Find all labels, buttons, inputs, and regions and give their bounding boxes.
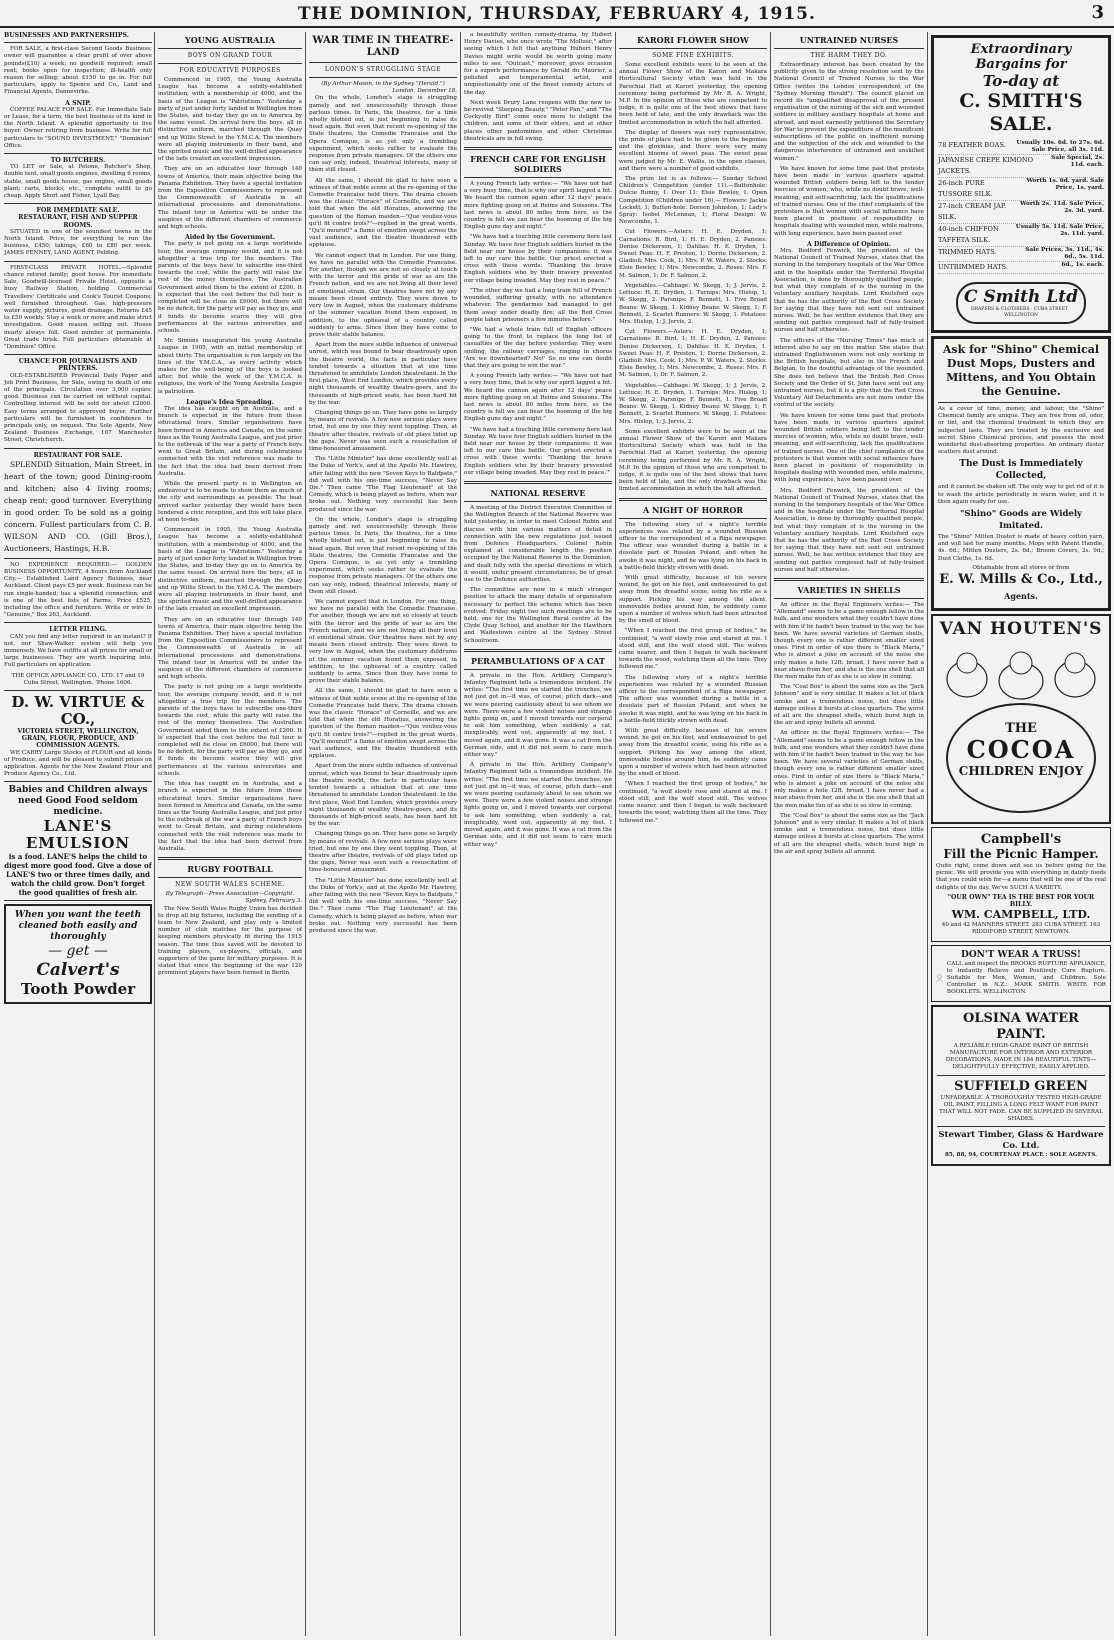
ad-letter-filing: CAN you find any letter required in an instant? If not, our Shaw-Walker system will help you immensely. We have outfits at all prices for small or large businesses. They are worth inquiring into. Full particulars on application. <box>4 633 152 669</box>
article-paragraph: Mrs. Bedford Fenwick, the president of the National Council of Trained Nurses, states that the nursing in the temporary hospitals of the War Office and in the hospitals under the Territorial Hospital Association, is done by thoroughly qualified people, but what they complain of is the nursing in the voluntary auxiliary hospitals. Lord Knutsford says that he has the authority of the Red Cross Society for saying that they have not sent out untrained nurses. Well, he has written evidence that they are sending out parties composed half of fully-trained nurses and half otherwise. <box>774 248 924 334</box>
column-classifieds <box>4 32 152 1636</box>
smith-sale-item <box>938 224 1104 247</box>
calvert-heading: When you want the teeth cleaned both easily and thoroughly <box>14 910 142 943</box>
shino-collected: The Dust is Immediately Collected, <box>959 459 1083 482</box>
article-paragraph: An officer in the Royal Engineers writes:— The "Allemand" seems to be a game enough fellow in the bulk, and one wonders what they couldn't have done with him if he hadn't been trained in the way he has been. We have several varieties of German shells, though every one is rather different smaller sized ones. First in order of size there is "Black Maria," who is almost a joke on account of the noise she only makes a hole 12ft. broad. I have never had a near shave from her, and she is the one shell that all the men make fun of as she is so slow in coming. <box>774 602 924 681</box>
calvert-product: Tooth Powder <box>20 980 136 999</box>
calvert-get: — get — <box>48 943 108 960</box>
article-paragraph: A meeting of the District Executive Committee of the Wellington Branch of the National Reserve was held yesterday, in order to meet Colonel Robin and discuss with him various matters of detail in connection with the new regulations just issued from Defence Headquarters. Colonel Robin explained at considerable length the position occupied by the National Reserve in the Dominion, and dealt fully with the special directions in which it would, under present circumstances, be of great use to the Defence authorities. <box>464 504 612 583</box>
article-paragraph: A young French lady writes:— "We have not had a very busy time, that is why our spirit lagged a bit. We heard the cannon again after 12 days' peace more fighting going on at Reims and Soissons. The last news is about 80 miles from here, so the country is full we can hear the booming of the big English guns day and night." <box>464 181 612 231</box>
shino-text: The "Shino" Mitten Duster is made of heavy cotton yarn, and will last for many months. Mops with Patent Handle, 4s. 6d.; Mitten Dusters, 2s. 6d.; Broom Covers, 2s. 9d.; Dust Cloths, 1s. 6d. <box>938 534 1104 562</box>
ad-snip-heading: A SNIP. <box>65 99 91 107</box>
column-display-ads <box>931 32 1111 1636</box>
article-paragraph: A young French lady writes:— "We have not had a very busy time, that is why our spirit lagged a bit. We heard the cannon again after 12 days' peace more fighting going on at Reims and Soissons. The last news is about 80 miles from here, so the country is full we can hear the booming of the big English guns day and night." <box>464 373 612 423</box>
mills-name: E. W. Mills & Co., Ltd., <box>939 572 1103 588</box>
smith-sale-item <box>938 201 1104 224</box>
virtue-subtitle: VICTORIA STREET, WELLINGTON, GRAIN, FLOUR, PRODUCE, AND COMMISSION AGENTS. <box>17 728 139 750</box>
children-illustration-icon <box>937 641 1105 701</box>
campbell-heading: Campbell's <box>980 832 1062 848</box>
lanes-heading: Babies and Children always need Good Food seldom medicine. <box>8 785 148 818</box>
smith-item-name: UNTRIMMED HATS. <box>938 263 1008 271</box>
stewart-address: 85, 88, 94, COURTENAY PLACE : SOLE AGENTS. <box>945 1152 1097 1159</box>
campbell-tea: "OUR OWN" TEA IS THE BEST FOR YOUR BILLY. <box>947 893 1095 909</box>
smith-sale-ad <box>931 35 1111 333</box>
suffield-heading: SUFFIELD GREEN <box>954 1078 1088 1094</box>
column-theatre-land <box>309 32 457 1636</box>
prize-list: The prize list is as follows:— Sunday School Children's Competition (under 11).—Buttonhole: Dulcie Bunny, 1. Over 11: Elsie Bewley, 1. Open Competition (Children under 16).— Flowers: Jackie Lockett, 1; Button-hole: Doreen Johnston, 1; Lady's Spray: Isobel McLennan, 1; Floral Design: W. Newcombe, 1. <box>619 176 767 226</box>
article-dateline: London, December 18. <box>392 88 457 95</box>
article-headline: WAR TIME IN THEATRE-LAND <box>312 35 454 58</box>
smith-item-price: Worth 2s. 11d. Sale Price, 2s. 3d. yard. <box>1019 201 1104 214</box>
article-paragraph: "We have had a touching little ceremony here last Sunday. We have four English soldiers buried in the field near our house by their companions; it was left to our care this battle. Our priest erected a cross with these words: 'Thanking the brave English soldiers who by their bravery prevented our village being invaded. May they rest in peace.'" <box>464 426 612 476</box>
vanhouten-the: THE <box>1005 721 1037 737</box>
lanes-name: LANE'S EMULSION <box>25 817 131 853</box>
article-headline: RUGBY FOOTBALL <box>187 864 273 875</box>
virtue-name: D. W. VIRTUE & CO., <box>11 693 145 729</box>
article-paragraph: Mrs. Bedford Fenwick, the president of the National Council of Trained Nurses, states that the nursing in the temporary hospitals of the War Office and in the hospitals under the Territorial Hospital Association, is done by thoroughly qualified people, but what they complain of is the nursing in the voluntary auxiliary hospitals. Lord Knutsford says that he has the authority of the Red Cross Society for saying that they have not sent out untrained nurses. Well, he has written evidence that they are sending out parties composed half of fully-trained nurses and half otherwise. <box>774 487 924 573</box>
ad-butchers: TO LET or Sale, at Petone, Butcher's Shop, double tent, small goods engines, dwelling 6 rooms, stable, small goods house, gas engine, small goods plant; carts, blocks, etc., complete outfit to go cheap. Apply Short and Fisher, Lyall Bay. <box>4 164 152 200</box>
article-headline: FRENCH CARE FOR ENGLISH SOLDIERS <box>470 154 606 175</box>
prize-list: Cut Flowers.—Asters: H. E. Dryden, 1; Carnations: R. Bird, 1; H. E. Dryden, 2. Pansies: Denise Dickerson, 1; Dahlias: H. E. Dryden, 1. Sweet Peas: H. F. Preston, 1; Dorrie Dickerson, 2. Gladioli: Mrs. Cook, 1; Mrs. P. W. Waters, 2. Stocks: Elsie Bewley, 1; Mrs. Newcombe, 2. Roses: Mrs. F. M. Salmon, 1; Dr. F. Salmon, 2. <box>619 229 767 279</box>
smith-item-name: TRIMMED HATS. <box>938 248 997 256</box>
smith-logo-name: C Smith Ltd <box>964 287 1078 307</box>
shino-ad <box>931 336 1111 611</box>
article-headline: PERAMBULATIONS OF A CAT <box>470 655 605 666</box>
smith-item-price: Worth 1s. 6d. yard. Sale Price, 1s. yard. <box>1026 178 1104 191</box>
campbell-address: 40 and 42 MANNERS STREET. 283 CUBA STREET. 163 RIDDIFORD STREET, NEWTOWN. <box>941 922 1101 936</box>
article-headline: A NIGHT OF HORROR <box>642 504 744 515</box>
column-french-care <box>464 32 612 1636</box>
vanhouten-cocoa: COCOA <box>966 735 1076 765</box>
article-subheading: SOME FINE EXHIBITS. <box>652 52 734 59</box>
article-paragraph: Extraordinary interest has been created by the publicity given to the strong resolution sent by the National Council of Trained Nurses to the War Office (writes the London correspondent of the "Sydney Morning Herald"). The council placed on record its "unqualified disapproval of the present organisation of the nursing of the sick and wounded soldiers in military auxiliary hospitals at home and abroad, and most earnestly petitioned the Secretary for War to prevent the expenditure of the munificent subscriptions of the public on inefficient nursing and the subjection of the sick and wounded to the dangerous interference of untrained and unskilled women." <box>774 62 924 162</box>
article-subheading: FOR EDUCATIVE PURPOSES <box>179 67 281 74</box>
mills-label: Agents. <box>1004 591 1038 602</box>
article-paragraph: The idea has caught on in Australia, and a branch is expected in the future from these educational tours. Similar organisations have been formed in America and Canada, on the same lines as the Young Australia League, and just prior to the outbreak of the war a party of French boys went to Great Britain, and during celebrations connected with the visit reference was made to the fact that the idea had been derived from Australia. <box>158 781 302 852</box>
ad-journalists: OLD-ESTABLISHED Provincial Daily Paper and Job Print Business, for Sale, owing to death of one of the principals. Circulation over 3,000 copies; good. Business can be carried on without capital. Controlling interest will be sold for about £2000. Easy terms arranged to approved buyer. Further particulars will be furnished in confidence to principals only, on request. The Sole Agents, New Zealand Business Exchange, 107 Manchester Street, Christchurch. <box>4 372 152 444</box>
shino-imitated: "Shino" Goods are Widely Imitated. <box>960 509 1082 532</box>
campbell-text: Quite right, come down and see us before going for the picnic. We will provide you with everything in dainty foods that you could wish for—a menu that will be one of the real delights of the day. We've SUCH A VARIETY. <box>936 863 1106 891</box>
article-subheading: NEW SOUTH WALES SCHEME. <box>175 881 285 889</box>
truss-ad <box>931 945 1111 1002</box>
article-paragraph: An officer in the Royal Engineers writes:— The "Allemand" seems to be a game enough fellow in the bulk, and one wonders what they couldn't have done with him if he hadn't been trained in the way he has been. We have several varieties of German shells, though every one is rather different smaller sized ones. First in order of size there is "Black Maria," who is almost a joke on account of the noise she only makes a hole 12ft. broad. I have never had a near shave from her, and she is the one shell that all the men make fun of as she is so slow in coming. <box>774 730 924 809</box>
article-paragraph: Some excellent exhibits were to be seen at the annual Flower Show of the Karori and Makara Horticultural Society which was held in the Parochial Hall at Karori yesterday, the opening ceremony being performed by Mr. R. A. Wright, M.P. In the opinion of those who are competent to judge, it is quite one of the best shows that have been held of late, and the only drawback was the limited accommodation in which the hall afforded. <box>619 428 767 493</box>
article-paragraph: Apart from the more subtle influence of universal unrest, which was bound to bear disastrously upon the theatre world, the facts in particular have tended towards a situation that at one time threatened to annihilate London theatreland. In the first place, West End London, which provides every night thousands of wealthy theatre-goers, and its thousands of high-priced seats, has been hard hit by the war. <box>309 763 457 828</box>
article-paragraph: With great difficulty, because of his severe wound, he got on his feet, and endeavoured to get away from the dreadful scene, using his rifle as a support. Picking his way among the silent, immovable bodies around him, he suddenly came upon a number of wolves which had been attracted by the smell of blood. <box>619 575 767 625</box>
article-paragraph: Apart from the more subtle influence of universal unrest, which was bound to bear disastrously upon the theatre world, the facts in particular have tended towards a situation that at one time threatened to annihilate London theatreland. In the first place, West End London, which provides every night thousands of wealthy theatre-goers, and its thousands of high-priced seats, has been hard hit by the war. <box>309 342 457 406</box>
smith-heading: To-day at <box>982 72 1060 90</box>
truss-heading: DON'T WEAR A TRUSS! <box>961 949 1081 960</box>
portrait-icon <box>936 961 943 995</box>
article-headline: UNTRAINED NURSES <box>799 35 899 45</box>
smith-item-name: 40-inch CHIFFON TAFFETA SILK. <box>938 225 999 244</box>
smith-heading: Extraordinary Bargains for <box>970 42 1072 72</box>
article-paragraph: A private in the Hon. Artillery Company's Infantry Regiment tells a tremendous incident. He writes: "The first time we started the trenches, we not just got in—it was, of course, pitch dark—and we were peering cautiously about to see whom we were. There were a few violent noises and strange lights going on, and I moved towards our corporal to ask him something, when suddenly a cat, inexplicably, went out, apparently at my feet. I moved again, and it was gone. It was a cat from the German side, and it did not seem to care much either way." <box>464 672 612 759</box>
article-paragraph: a beautifully written comedy-drama, by Hubert Henry Davies, who once wrote "The Mollusc," after seeing which I felt that anything Hubert Henry Davies might write would be worth going many miles to see. "Outcast," moreover, gives occasion for a superb performance by Gerald du Maurier, a polished and temperamental artist, and unquestionably one of the finest comedy actors of the day. <box>464 32 612 96</box>
smith-item-price: Usually 10s. 6d. to 27s. 6d. Sale Price, all 3s. 11d. <box>1016 140 1104 153</box>
olsina-text: A RELIABLE HIGH-GRADE PAINT OF BRITISH MANUFACTURE FOR INTERIOR AND EXTERIOR DECORATIONS. MADE IN 184 BEAUTIFUL TINTS— DELIGHTFULLY EFFECTIVE, EASILY APPLIED. <box>945 1042 1097 1071</box>
article-section-heading: Aided by the Government. <box>184 234 276 242</box>
smith-logo <box>956 282 1086 324</box>
article-paragraph: We cannot expect that in London. For one thing, we have no parallel with the Comedie Francaise. For another, though we are not so closely at touch with the terror and the pride of war as are the French nation, and we are not living all their level of emotional strain. Our theatres have not by any means been closed entirely. They were down to very low in August, when the customary doldrums of the summer vacation found them exposed, in addition, to the upheaval of a country called suddenly to arms. Since then they have come to prove their stable balance. <box>309 599 457 685</box>
vanhouten-slogan: CHILDREN ENJOY <box>958 764 1084 779</box>
article-paragraph: The idea has caught on in Australia, and a branch is expected in the future from these educational tours. Similar organisations have been formed in America and Canada, on the same lines as the Young Australia League, and just prior to the outbreak of the war a party of French boys went to Great Britain, and during celebrations connected with the visit reference was made to the fact that the idea had been derived from Australia. <box>158 405 302 477</box>
article-paragraph: Commenced in 1905, the Young Australia League has become a solidly-established institution, with a membership of 4000, and the basis of the League is "Patriotism." Yesterday a party of just under forty landed in Wellington from the States, and to-day they go on to America by the same vessel. On arrival here the boys, all in distinctive uniform, marched through the Quay and up Willis Street to the Y.M.C.A. The members were all playing instruments in their band, and the spirited music and the well-drilled appearance of the lads created an excellent impression. <box>158 527 302 613</box>
article-paragraph: The party is not going on a large worldwide tour, the average company would, and it is not altogether a true trip for the members. The parents of the boys have to subscribe one-third towards the cost, while the party will raise the rest of the money themselves. The Australian Government aided them to the extent of £200. It is expected that the cost before the full tour is completed will be close on £6000, but there will be no deficit, for the party will pay as they go, and if funds do become scarce they will give performances at the various universities and schools. <box>158 684 302 777</box>
shino-text: As a cover of time, money, and labour, the "Shino" Chemical family are unique. They are free from oil, odor, or lint, and the chemical treatment to which they are subjected lasts. They are treated by the exclusive and secret Shino Chemical process, and possess the most wonderful dust-absorbing properties. An ordinary duster scatters dust around. <box>938 406 1104 456</box>
ad-office-appliance: THE OFFICE APPLIANCE CO., LTD. 17 and 19 Cuba Street, Wellington. 'Phone 1606. <box>11 672 145 686</box>
article-paragraph: The "Coal Box" is about the same size as the "Jack Johnson" and is very similar. It makes a lot of black smoke and a tremendous noise, but does little damage unless it bursts at close quarters. The worst of all are the shrapnel shells, which burst high in the air and spray bullets all around. <box>774 812 924 855</box>
ad-coffee-palace: COFFEE PALACE FOR SALE. For Immediate Sale or Lease, for a term, the best business of its kind in the North Island. A splendid opportunity to live buyer. Owner retiring from business. Write for full particulars to "SOUND INVESTMENT," "Dominion" Office. <box>4 106 152 149</box>
ad-private-hotel: FIRST-CLASS PRIVATE HOTEL.—Splendid chance retired family; good house. For immediate Sale, Goodwill-licensed Private Hotel, opposite a busy Railway Station, holding Commercial Travellers' Certificate and Cook's Tourist Coupons; well furnished throughout. Gas, high-pressure water supply, pictures, good drainage. Returns £45 to £50 weekly. Stay a week or more and make strict investigation. Good reason selling out. House nearly always full. Good number of permanents. Great trade brisk. Full particulars obtainable at "Dominion" Office. <box>4 264 152 350</box>
section-heading: BUSINESSES AND PARTNERSHIPS. <box>4 32 129 39</box>
article-paragraph: We have known for some time past that protests have been made in various quarters against wounded British soldiers being left to the tender mercies of women, who, while no doubt brave, well-meaning, and self-sacrificing, lack the qualifications of trained nurses. One of the chief complaints of the protesters is that women with social influence have been placed in positions of responsibility in hospitals dealing with wounded men, while matrons, with long experience, have been passed over. <box>774 165 924 237</box>
article-paragraph: The New South Wales Rugby Union has decided to drop all big fixtures, including the sending of a team to New Zealand, and play only a limited number of club matches for the purpose of keeping members physically fit during the 1915 season. The time thus saved will be devoted to training players, ex-players, officials, and supporters of the game for military purposes. It is stated that since the beginning of the war 120 prominent players have been formed in Berlin. <box>158 905 302 977</box>
article-paragraph: The committee are now in a much stronger position to attack the many details of organisation necessary to perfect the scheme which has been evolved. Friday night two such meetings are to be held, one for the Wellington Rural centre at the Clyde Quay School, and another for the Hawthorn and Wadestown centre at the Sydney Street Schoolroom. <box>464 587 612 644</box>
article-paragraph: They are on an educative tour through 140 towns of America, their main objective being the Panama Exhibition. They have a special invitation from the Exposition Commissioners to represent the Commonwealth of Australia in all international processions and demonstrations. The inland tour in America will be under the auspices of the different chambers of commerce and high schools. <box>158 166 302 231</box>
ad-restaurant-sale: SPLENDID Situation, Main Street, in heart of the town; good Dining-room and kitchen; also 4 living rooms; cheap rent; good turnover. Everything in good order. To be sold as a going concern. Fullest particulars from C. B. WILSON AND CO. (Gill Bros.), Auctioneers, Hastings, H.B. <box>4 459 152 553</box>
ad-restaurant: SITUATED in one of the soundest towns in the North Island. Price, for everything to run the business, £450; takings, £60 to £80 per week. JAMES PENNEY, LAND AGENT, Pelding. <box>4 228 152 257</box>
article-paragraph: The "Little Minister" has done excellently well at the Duke of York's, and at the Apollo Mr. Hawtrey, after failing with the new "Seven Keys to Baldpate," did well with his one-time success, "Never Say Die." Then came "The Flag Lieutenant" at the Comedy, which is being played as before, when war broke out. Nothing very successful has been produced since the war. <box>309 877 457 934</box>
article-credit: By Telegraph—Press Association—Copyright. <box>165 891 295 898</box>
page-number: 3 <box>1091 2 1104 23</box>
olsina-ad <box>931 1005 1111 1166</box>
column-karori-flower-show <box>619 32 767 1636</box>
column-young-australia <box>158 32 302 1636</box>
smith-sale-item <box>938 140 1104 155</box>
smith-item-list <box>938 140 1104 274</box>
shino-text: and it cannot be shaken off. The only way to get rid of it is to wash the article periodically in warm water, and it is then again ready for use. <box>938 484 1104 505</box>
article-paragraph: On the whole, London's stage is struggling gamely and not unsuccessfully through these parlous times. In Paris, the theatres, for a time wholly blotted out, is just beginning to raise its head again. But even that recent re-opening of the State theatres, the Comedie Francaise and the Opera Comique, is as yet only a trembling experiment, which seeks rather to evaluate the response from private managers. Of the others one can say only, indeed, theatrical interests, many of them still closed. <box>309 516 457 595</box>
suffield-text: UNFADEABLE. A THOROUGHLY TESTED HIGH-GRADE OIL PAINT, FILLING A LONG FELT WANT FOR PAINT THAT WILL NOT FADE. CAN BE SUPPLIED IN SEVERAL SHADES. <box>939 1094 1103 1123</box>
ad-no-experience: NO EXPERIENCE REQUIRED.— GOLDEN BUSINESS OPPORTUNITY, 4 hours from Auckland City.— Established Land Agency Business, near Auckland. Client pays £5 per week. Business can be run single-handed; has a splendid connection; and is one of the best lists of Farms. Price £525, including the office and furniture. Write or wire to "Genuine," Box 263, Auckland. <box>4 561 152 619</box>
article-paragraph: Commenced in 1905, the Young Australia League has become a solidly-established institution, with a membership of 4000, and the basis of the League is "Patriotism." Yesterday a party of just under forty landed in Wellington from the States, and to-day they go on to America by the same vessel. On arrival here the boys, all in distinctive uniform, marched through the Quay and up Willis Street to the Y.M.C.A. The members were all playing instruments in their band, and the spirited music and the well-drilled appearance of the lads created an excellent impression. <box>158 77 302 163</box>
ad-restaurant-heading: RESTAURANT, FISH AND SUPPER ROOMS. <box>18 214 138 229</box>
article-paragraph: Next week Drury Lane reopens with the new to-be-revived "Sleeping Beauty," "Peter Pan," and "The Cockyolly Bird" come once more to delight the children, and some of their elders, and at other places other pantomimes and other Christmas theatricals are in full swing. <box>464 99 612 142</box>
article-paragraph: They are on an educative tour through 140 towns of America, their main objective being the Panama Exhibition. They have a special invitation from the Exposition Commissioners to represent the Commonwealth of Australia in all international processions and demonstrations. The inland tour in America will be under the auspices of the different chambers of commerce and high schools. <box>158 616 302 681</box>
article-paragraph: A private in the Hon. Artillery Company's Infantry Regiment tells a tremendous incident. He writes: "The first time we started the trenches, we not just got in—it was, of course, pitch dark—and we were peering cautiously about to see whom we were. There were a few violent noises and strange lights going on, and I moved towards our corporal to ask him something, when suddenly a cat, inexplicably, went out, apparently at my feet. I moved again, and it was gone. It was a cat from the German side, and it did not seem to care much either way." <box>464 762 612 848</box>
ad-for-sale: FOR SALE, a first-class Second Goods Business; owner will guarantee a clear profit of over above pounds(£10) a week; no goodwill required; small rent; books open for inspection; ill-health only reason for selling; about £150 to go in. For full particulars, apply to Spence and Co., Land and Financial Agents, Dannevirke. <box>4 46 152 96</box>
smith-item-price: 6d., 1s. each. <box>1061 262 1104 268</box>
prize-list: Vegetables.—Cabbage: W. Skegg, 1; J. Jervis, 2. Lettuce: H. E. Dryden, 1. Turnips: Mrs. Hislop, 1; W. Skegg, 2. Parsnips: F. Bennett, 1. Five Broad Beans: W. Skegg, 1. Kidney Beans: W. Skegg, 1; F. Bennett, 2. Scarlet Runners: W. Skegg, 1. Potatoes: Mrs. Hislop, 1; J. Jervis, 2. <box>619 382 767 425</box>
ad-butchers-heading: TO BUTCHERS. <box>50 157 106 165</box>
article-paragraph: "We had a whole train full of English officers going to the front to replace the long list of casualties of the day before yesterday. They were smiling, the railway carriages, ringing in chorus 'Are we downhearted? No!' So no one can doubt that they are going to win the war." <box>464 326 612 369</box>
article-paragraph: Changing things go on. They have gone so largely by means of revivals. A few new serious plays were tried, but one by one they went toppling. Then, at theatre after theatre, revivals of old plays tided up the gaps. Never was seen such a resuscitation of time-honoured amusement. <box>309 409 457 452</box>
article-paragraph: On the whole, London's stage is struggling gamely and not unsuccessfully through these parlous times. In Paris, the theatres, for a time wholly blotted out, is just beginning to raise its head again. But even that recent re-opening of the State theatres, the Comedie Francaise and the Opera Comique, is as yet only a trembling experiment, which seeks rather to evaluate the response from private managers. Of the others one can say only, indeed, theatrical interests, many of them still closed. <box>309 95 457 174</box>
article-paragraph: All the same, I should be glad to have seen a witness of that noble scene at the re-opening of the Comedie Francaise held there. The drama chosen was the classic "Horace" of Corneille, and we are told that when the old Horatius, answering the question of the Roman maiden—"Que vouliez-vous qu'il fit contre trois?"—replied in the great words, "Qu'il mourut!" a flame of emotion swept across the vast audience, and the theatre thundered with applause. <box>309 688 457 760</box>
cocoa-tin-icon <box>946 703 1096 813</box>
article-paragraph: Mr. Simons inaugurated the young Australia League in 1905, with an initial membership of about thirty. The organisation is run largely on the lines of the Y.M.C.A., as every activity which makes for the well-being of the boys is looked after; but while the work of the Y.M.C.A. is religious, the work of the Young Australia League is patriotism. <box>158 338 302 395</box>
smith-item-price: Usually 5s. 11d. Sale Price, 2s. 11d. yard. <box>1015 224 1104 237</box>
smith-item-name: JAPANESE CREPE KIMONO JACKETS. <box>938 156 1034 175</box>
article-paragraph: Some excellent exhibits were to be seen at the annual Flower Show of the Karori and Makara Horticultural Society which was held in the Parochial Hall at Karori yesterday, the opening ceremony being performed by Mr. R. A. Wright, M.P. In the opinion of those who are competent to judge, it is quite one of the best shows that have been held of late, and the only drawback was the limited accommodation in which the hall afforded. <box>619 62 767 126</box>
prize-list: Cut Flowers.—Asters: H. E. Dryden, 1; Carnations: R. Bird, 1; H. E. Dryden, 2. Pansies: Denise Dickerson, 1; Dahlias: H. E. Dryden, 1. Sweet Peas: H. F. Preston, 1; Dorrie Dickerson, 2. Gladioli: Mrs. Cook, 1; Mrs. P. W. Waters, 2. Stocks: Elsie Bewley, 1; Mrs. Newcombe, 2. Roses: Mrs. F. M. Salmon, 1; Dr. F. Salmon, 2. <box>619 329 767 379</box>
article-paragraph: The following story of a night's terrible experiences was related by a wounded Russian officer to the correspondent of a Riga newspaper. The officer was wounded during a battle in a desolate part of Russian Poland, and when he awoke it was night, and he was lying on his back in a battle-field thickly strewn with dead. <box>619 521 767 571</box>
article-paragraph: The party is not going on a large worldwide tour, the average company would, and it is not altogether a true trip for the members. The parents of the boys have to subscribe one-third towards the cost, while the party will raise the rest of the money themselves. The Australian Government aided them to the extent of £200. It is expected that the cost before the full tour is completed will be close on £6000, but there will be no deficit, for the party will pay as they go, and if funds do become scarce they will give performances at the various universities and schools. <box>158 241 302 334</box>
article-paragraph: "When I reached the first group of bodies," he continued, "a wolf slowly rose and stared at me. I stood still, and the wolf stood still. The wolves came nearer, and then I began to walk backward towards the wood, watching them all the time. They followed me." <box>619 628 767 671</box>
vanhouten-name: VAN HOUTEN'S <box>939 619 1103 640</box>
article-subheading: LONDON'S STRUGGLING STAGE <box>324 66 442 73</box>
smith-item-name: 27-inch CREAM JAP. SILK. <box>938 202 1007 221</box>
ad-restaurant-sale-heading: RESTAURANT FOR SALE. <box>33 451 123 459</box>
article-paragraph: While the present party is in Wellington an endeavour is to be made to show them as much of the city and surroundings as possible. The boat arrived earlier yesterday they would have been tendered a civic reception, and this will take place at noon to-day. <box>158 480 302 523</box>
masthead <box>0 0 1114 28</box>
article-paragraph: We have known for some time past that protests have been made in various quarters against wounded British soldiers being left to the tender mercies of women, who, while no doubt brave, well-meaning, and self-sacrificing, lack the qualifications of trained nurses. One of the chief complaints of the protesters is that women with social influence have been placed in positions of responsibility in hospitals dealing with wounded men, while matrons, with long experience, have been passed over. <box>774 412 924 484</box>
prize-list: Vegetables.—Cabbage: W. Skegg, 1; J. Jervis, 2. Lettuce: H. E. Dryden, 1. Turnips: Mrs. Hislop, 1; W. Skegg, 2. Parsnips: F. Bennett, 1. Five Broad Beans: W. Skegg, 1. Kidney Beans: W. Skegg, 1; F. Bennett, 2. Scarlet Runners: W. Skegg, 1. Potatoes: Mrs. Hislop, 1; J. Jervis, 2. <box>619 282 767 325</box>
smith-logo-sub: DRAPERS & CLOTHIERS · CUBA STREET · WELLINGTON <box>971 307 1071 318</box>
lanes-text: is a food. LANE'S helps the child to digest more good food. Give a dose of LANE'S two or three times daily, and watch the child grow. Don't forget the good qualities of fresh air. <box>4 852 152 898</box>
olsina-heading: OLSINA WATER PAINT. <box>963 1010 1079 1042</box>
article-paragraph: The "Coal Box" is about the same size as the "Jack Johnson" and is very similar. It makes a lot of black smoke and a tremendous noise, but does little damage unless it bursts at close quarters. The worst of all are the shrapnel shells, which burst high in the air and spray bullets all around. <box>774 684 924 727</box>
stewart-name: Stewart Timber, Glass & Hardware Co. Ltd. <box>938 1130 1104 1152</box>
article-byline: (By Arthur Mason, in the Sydney "Herald.") <box>321 81 445 87</box>
campbell-ad <box>931 827 1111 942</box>
smith-item-name: 26-inch PURE TUSSORE SILK. <box>938 179 993 198</box>
truss-text: CALL and inspect the BROOKS RUPTURE APPLIANCE, to instantly Relieve and Positively Cure Rupture. Suitable for Men, Women, and Children. Sole Controller in N.Z.: MARK SMITH. WRITE FOR BOOKLETS. WELLINGTON. <box>946 960 1106 996</box>
smith-name: C. SMITH'S SALE. <box>959 90 1083 135</box>
article-paragraph: "When I reached the first group of bodies," he continued, "a wolf slowly rose and stared at me. I stood still, and the wolf stood still. The wolves came nearer, and then I began to walk backward towards the wood, watching them all the time. They followed me." <box>619 781 767 824</box>
article-headline: YOUNG AUSTRALIA <box>185 35 275 45</box>
article-section-heading: A Difference of Opinion. <box>807 240 891 248</box>
article-paragraph: The officers of the "Nursing Times" has much of interest also to say on this matter. She states that untrained Englishwomen were not only working in the British hospitals, but also in the French and Belgian, to the doubtful advantage of the wounded. She does not believe that the British Red Cross Society and the Order of St. John have sent out any untrained nurses, but it is a pity that the Red Cross Voluntary Aid Detachments are not more under the control of the society. <box>774 337 924 409</box>
article-paragraph: With great difficulty, because of his severe wound, he got on his feet, and endeavoured to get away from the dreadful scene, using his rifle as a support. Picking his way among the silent, immovable bodies around him, he suddenly came upon a number of wolves which had been attracted by the smell of blood. <box>619 728 767 778</box>
smith-item-price: Sale Special, 2s. 11d. each. <box>1051 155 1104 168</box>
smith-item-price: Sale Prices, 3s. 11d., 4s. 6d., 5s. 11d. <box>1025 247 1104 260</box>
ad-immediate-heading: FOR IMMEDIATE SALE. <box>36 207 120 215</box>
smith-sale-item <box>938 155 1104 178</box>
article-paragraph: We cannot expect that in London. For one thing, we have no parallel with the Comedie Francaise. For another, though we are not so closely at touch with the terror and the pride of war as are the French nation, and we are not living all their level of emotional strain. Our theatres have not by any means been closed entirely. They were down to very low in August, when the customary doldrums of the summer vacation found them exposed, in addition, to the upheaval of a country called suddenly to arms. Since then they have come to prove their stable balance. <box>309 252 457 338</box>
article-headline: VARIETIES IN SHELLS <box>797 585 901 596</box>
smith-sale-item <box>938 247 1104 262</box>
article-paragraph: The following story of a night's terrible experiences was related by a wounded Russian officer to the correspondent of a Riga newspaper. The officer was wounded during a battle in a desolate part of Russian Poland, and when he awoke it was night, and he was lying on his back in a battle-field thickly strewn with dead. <box>619 674 767 724</box>
smith-item-name: 78 FEATHER BOAS. <box>938 141 1006 149</box>
campbell-name: WM. CAMPBELL, LTD. <box>951 908 1091 922</box>
smith-sale-item <box>938 178 1104 201</box>
vanhouten-ad <box>931 614 1111 824</box>
ad-journalists-heading: CHANCE FOR JOURNALISTS AND PRINTERS. <box>18 358 138 373</box>
article-paragraph: All the same, I should be glad to have seen a witness of that noble scene at the re-opening of the Comedie Francaise held there. The drama chosen was the classic "Horace" of Corneille, and we are told that when the old Horatius, answering the question of the Roman maiden—"Que vouliez-vous qu'il fit contre trois?"—replied in the great words, "Qu'il mourut!" a flame of emotion swept across the vast audience, and the theatre thundered with applause. <box>309 177 457 249</box>
article-paragraph: The "Little Minister" has done excellently well at the Duke of York's, and at the Apollo Mr. Hawtrey, after failing with the new "Seven Keys to Baldpate," did well with his one-time success, "Never Say Die." Then came "The Flag Lieutenant" at the Comedy, which is being played as before, when war broke out. Nothing very successful has been produced since the war. <box>309 456 457 513</box>
article-paragraph: Changing things go on. They have gone so largely by means of revivals. A few new serious plays were tried, but one by one they went toppling. Then, at theatre after theatre, revivals of old plays tided up the gaps. Never was seen such a resuscitation of time-honoured amusement. <box>309 831 457 874</box>
article-headline: NATIONAL RESERVE <box>490 487 586 498</box>
virtue-text: WE CARRY Large Stocks of FLOUR and all kinds of Produce, and will be pleased to submit prices on application. Agents for the New Zealand Flour and Produce Agency Co., Ltd. <box>4 749 152 778</box>
shino-stores: Obtainable from all stores or from <box>972 564 1070 571</box>
article-subheading: THE HARM THEY DO. <box>810 52 888 59</box>
article-subheading: BOYS ON GRAND TOUR <box>187 52 273 59</box>
article-dateline: Sydney, February 3. <box>245 898 302 905</box>
calvert-ad <box>4 904 152 1004</box>
mills-agents <box>938 572 1104 604</box>
ad-letter-filing-heading: LETTER FILING. <box>49 626 107 634</box>
article-section-heading: League's Idea Spreading. <box>186 398 274 406</box>
article-headline: KARORI FLOWER SHOW <box>637 35 749 45</box>
smith-sale-item <box>938 262 1104 274</box>
shino-heading: Ask for "Shino" Chemical Dust Mops, Dusters and Mittens, and You Obtain the Genuine. <box>942 343 1100 398</box>
article-paragraph: "We have had a touching little ceremony here last Sunday. We have four English soldiers buried in the field near our house by their companions; it was left to our care this battle. Our priest erected a cross with these words: 'Thanking the brave English soldiers who by their bravery prevented our village being invaded. May they rest in peace.'" <box>464 234 612 284</box>
article-paragraph: "The other day we had a long train full of French wounded, suffering greatly, with no attendance whatever. The gendarmes had managed to get them away under deadly fire; all the Red Cross people taken prisoners a few minutes before." <box>464 287 612 323</box>
newspaper-title: THE DOMINION, THURSDAY, FEBRUARY 4, 1915. <box>298 4 816 24</box>
campbell-heading: Fill the Picnic Hamper. <box>943 847 1099 862</box>
column-untrained-nurses <box>774 32 924 1636</box>
article-paragraph: The display of flowers was very representative, the pride of place had to be given to the begonias and the gloxinias, and there were very many excellent blooms of sweet peas. The sweet peas were judged by Mr. E. Wallis, in the open classes, and there were a number of good exhibits. <box>619 129 767 172</box>
calvert-name: Calvert's <box>36 960 120 981</box>
